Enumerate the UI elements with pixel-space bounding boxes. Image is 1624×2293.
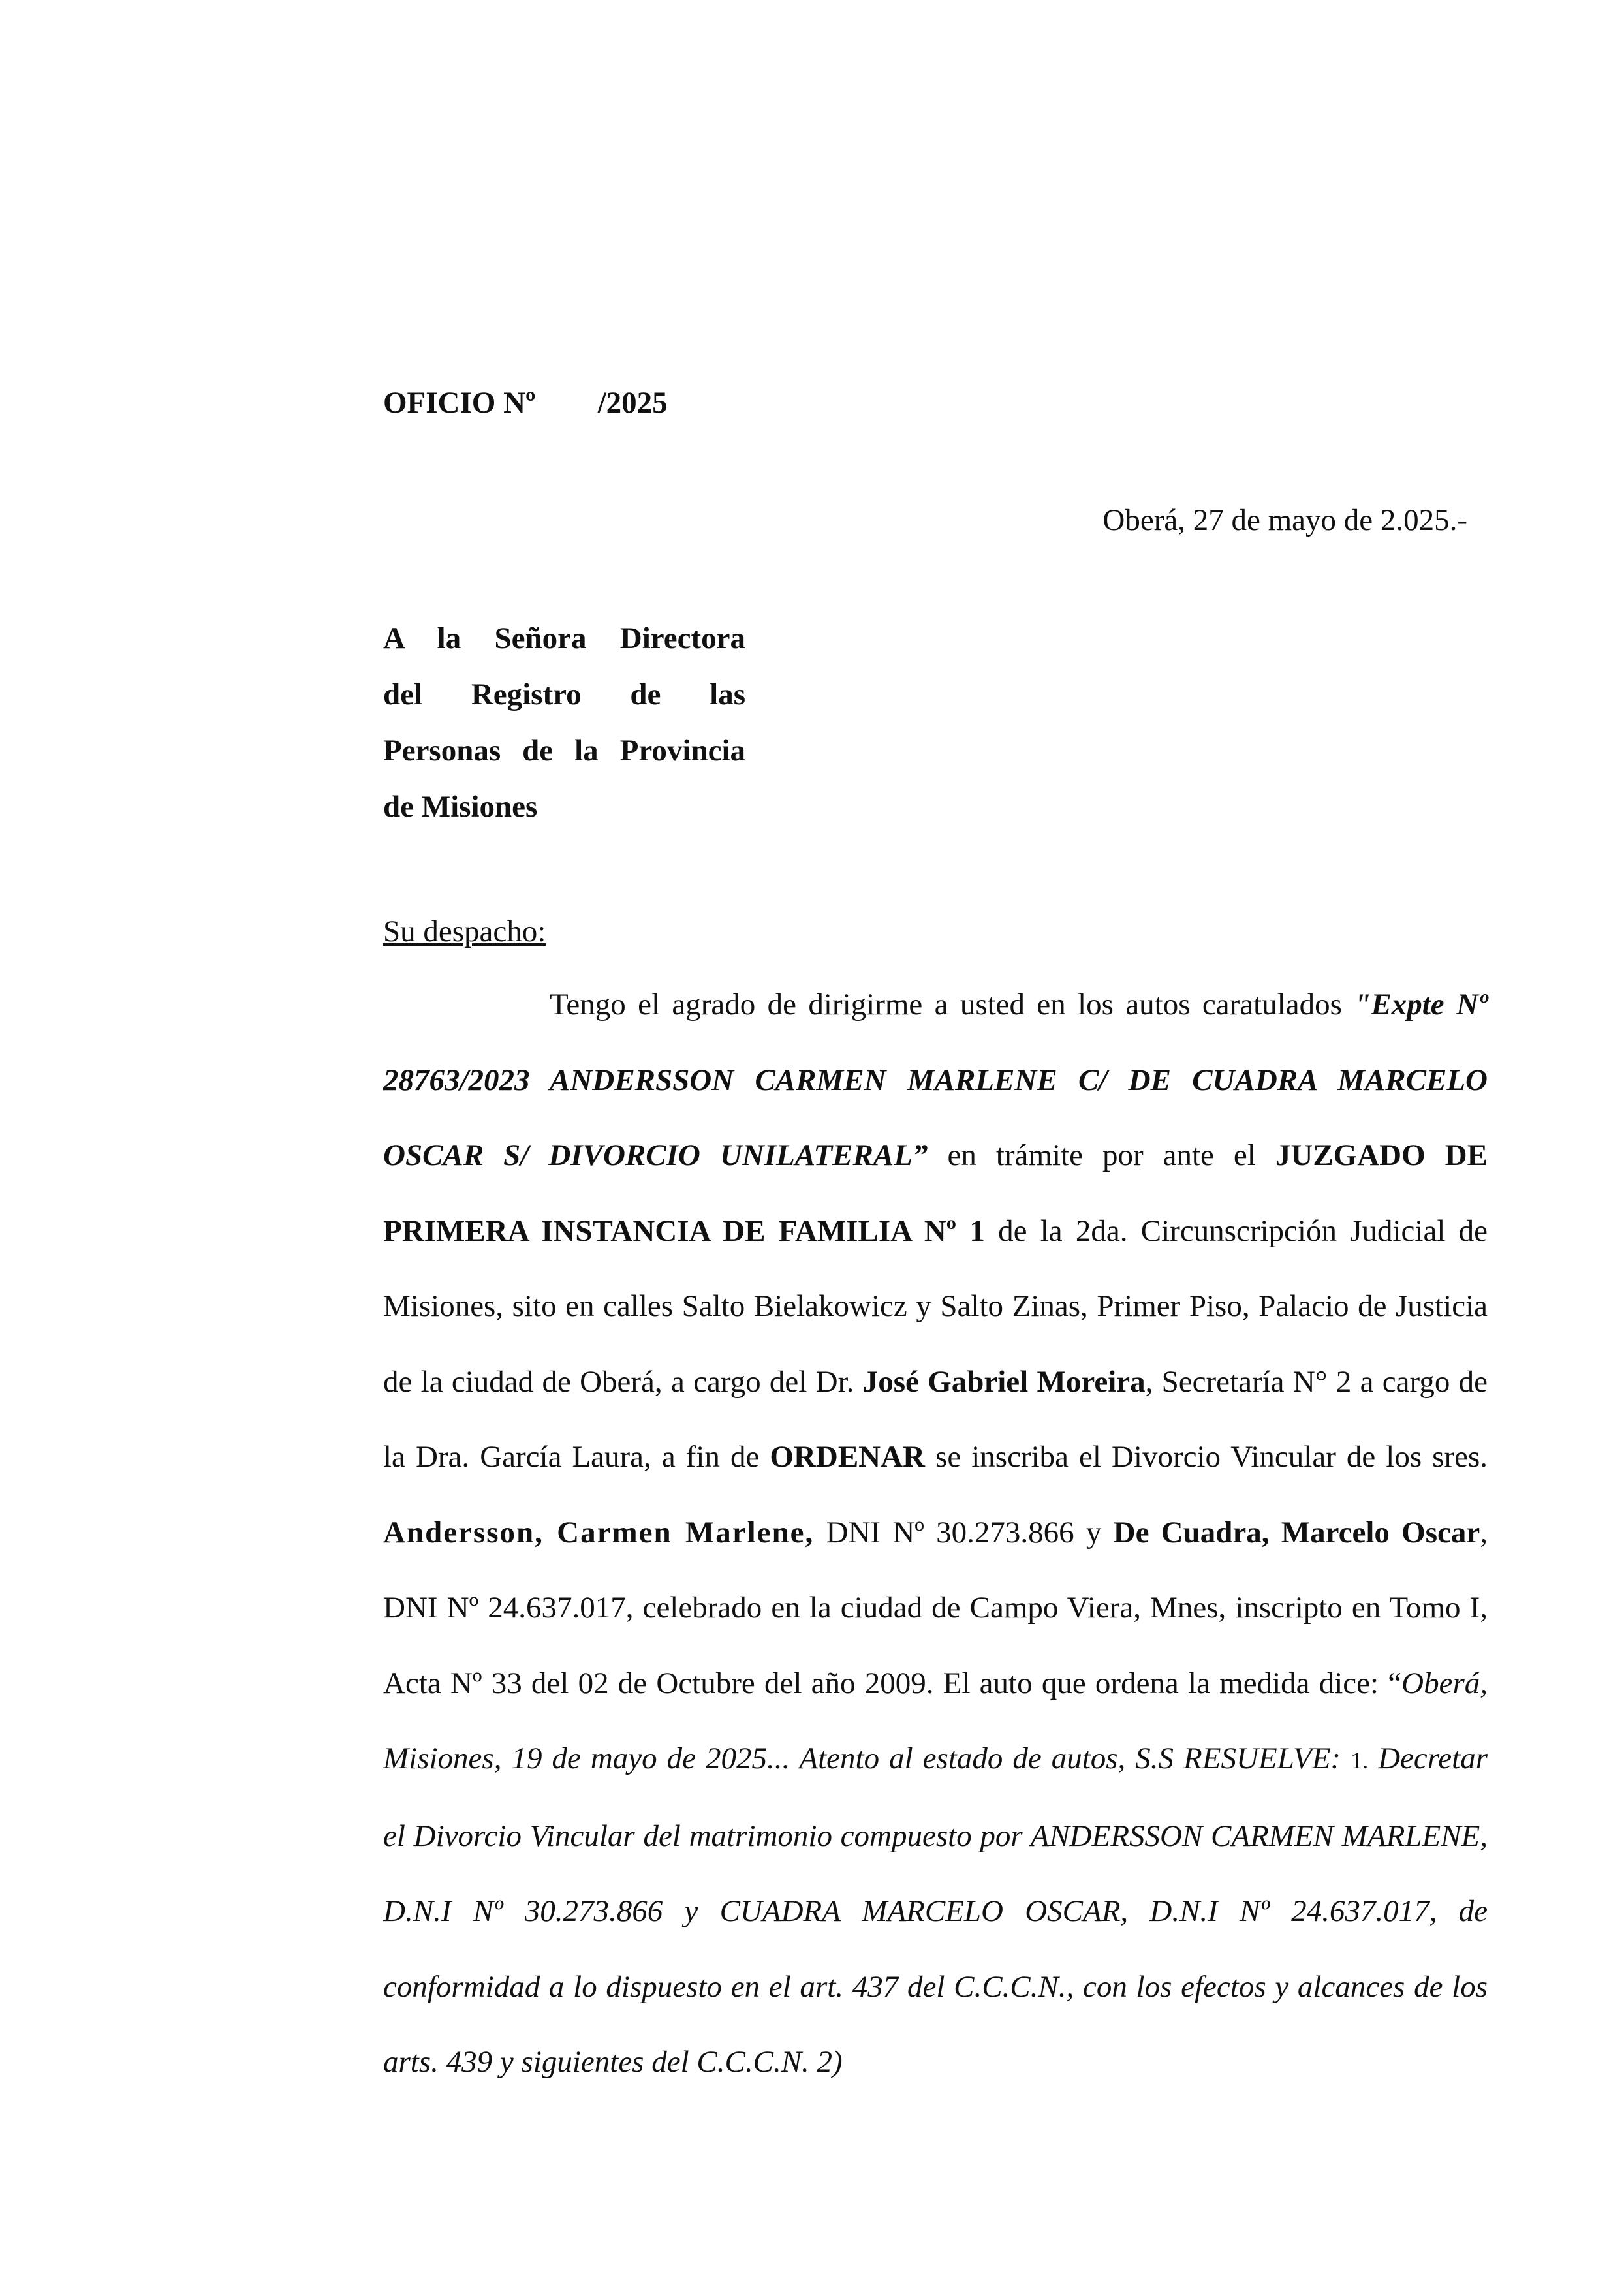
body-text-segment: Tengo el agrado de dirigirme a usted en los autos caratulados [550,988,1354,1022]
case-title: "Expte Nº 28763/2023 ANDERSSON CARMEN MARLENE C/ DE CUADRA MARCELO OSCAR S/ DIVORCIO UNILATERAL” [383,988,1488,1172]
order-keyword: ORDENAR [770,1440,925,1474]
body-text-segment: , Secretaría N° 2 a cargo de la Dra. García Laura, a fin de [383,1364,1488,1474]
body-paragraph [383,967,1488,2100]
addressee-line-4: de Misiones [383,790,538,824]
resolution-quote: Oberá, Misiones, 19 de mayo de 2025... Atento al estado de autos, S.S RESUELVE: [383,1666,1488,1775]
oficio-number: /2025 [597,386,668,420]
judge-name: José Gabriel Moreira [862,1364,1146,1399]
body-text-segment: DNI Nº 30.273.866 y [814,1515,1114,1550]
greeting: Su despacho: [383,914,546,948]
body-text-segment: , DNI Nº 24.637.017, celebrado en la ciudad de Campo Viera, Mnes, inscripto en Tomo I, Acta Nº 33 del 02 de Octubre del año 2009. El auto que ordena la medida dice: “ [383,1515,1488,1700]
body-text-segment: de la 2da. Circunscripción Judicial de Misiones, sito en calles Salto Bielakowicz y Salto Zinas, Primer Piso, Palacio de Justicia de la ciudad de Oberá, a cargo del Dr. [383,1213,1488,1399]
oficio-label: OFICIO Nº [383,386,536,420]
body-text-segment: se inscriba el Divorcio Vincular de los sres. [925,1440,1488,1474]
addressee-line-2: del Registro de las [383,678,745,711]
court-name: JUZGADO DE PRIMERA INSTANCIA DE FAMILIA Nº 1 [383,1138,1488,1248]
resolution-text: Decretar el Divorcio Vincular del matrimonio compuesto por ANDERSSON CARMEN MARLENE, D.N.I Nº 30.273.866 y CUADRA MARCELO OSCAR, D.N.I Nº 24.637.017, de conformidad a lo dispuesto en el art. 437 del C.C.C.N., con los efectos y alcances de los arts. 439 y siguientes del C.C.C.N. 2) [383,1741,1488,2079]
body-text-segment: en trámite por ante el [928,1138,1275,1172]
resolution-item-number: 1. [1351,1747,1369,1773]
party-name-1: Andersson, Carmen Marlene, [383,1515,815,1550]
oficio-header [383,385,668,420]
addressee-line-3: Personas de la Provincia [383,734,745,768]
date-line: Oberá, 27 de mayo de 2.025.- [1102,503,1467,537]
addressee-line-1: A la Señora Directora [383,621,745,655]
addressee-block [383,610,745,835]
party-name-2: De Cuadra, Marcelo Oscar [1113,1515,1480,1550]
